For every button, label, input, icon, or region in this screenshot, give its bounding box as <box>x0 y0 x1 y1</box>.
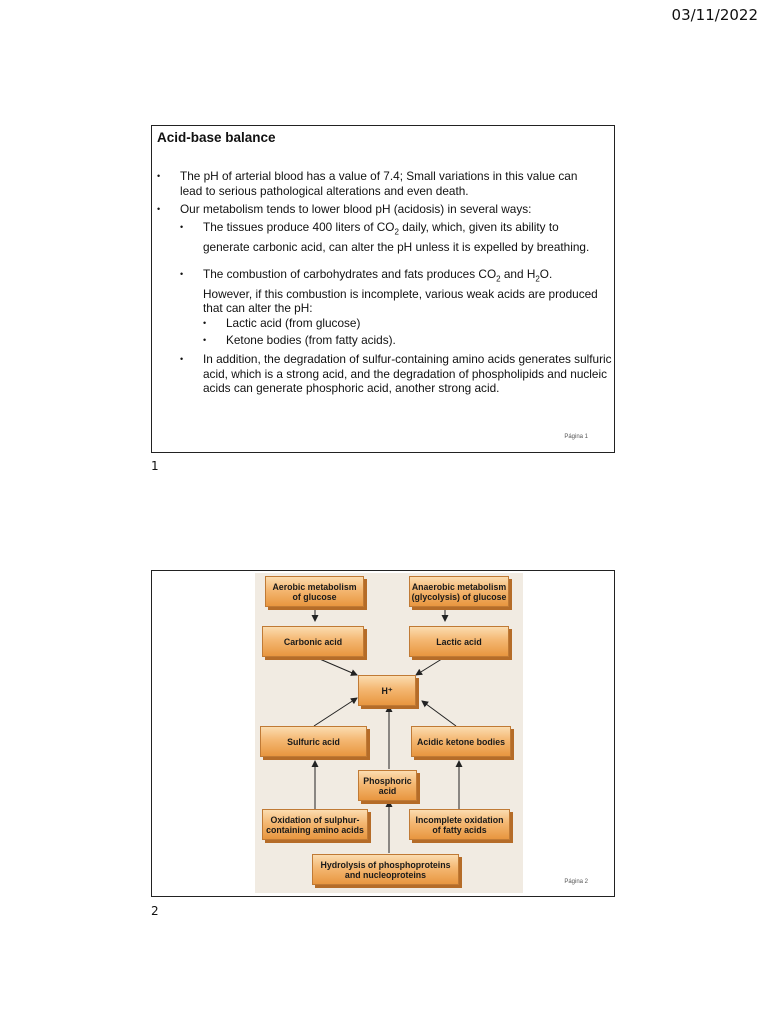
box-oxidation-sulphur-amino-acids: Oxidation of sulphur- containing amino acids <box>262 809 368 840</box>
bullet-text: The pH of arterial blood has a value of 7.4; Small variations in this value can lead to serious pathological alterations and even death. <box>180 169 578 198</box>
box-aerobic-metabolism: Aerobic metabolism of glucose <box>265 576 364 607</box>
slide-1 <box>151 125 615 453</box>
bullet-dot: • <box>157 171 161 181</box>
diagram-arrows <box>152 571 616 898</box>
bullet-text: Lactic acid (from glucose) <box>226 316 361 330</box>
bullet-dot: • <box>180 222 184 232</box>
bullet-dot: • <box>203 335 207 345</box>
document-date: 03/11/2022 <box>671 6 758 24</box>
bullet-dot: • <box>180 354 184 364</box>
box-carbonic-acid: Carbonic acid <box>262 626 364 657</box>
bullet-co2-production <box>180 220 599 254</box>
bullet-text: In addition, the degradation of sulfur-containing amino acids generates sulfuric acid, which is a strong acid, and the degradation of phospholipids and nucleic acids can generate phosphoric acid, another strong acid. <box>203 352 612 395</box>
bullet-sulfur-amino-acids <box>180 352 613 396</box>
box-phosphoric-acid: Phosphoric acid <box>358 770 417 801</box>
box-hydrolysis: Hydrolysis of phosphoproteins and nucleoproteins <box>312 854 459 885</box>
bullet-text: Our metabolism tends to lower blood pH (acidosis) in several ways: <box>180 202 532 216</box>
page-label: Página 2 <box>564 879 588 885</box>
arrow-carbonic-to-h <box>315 657 357 675</box>
bullet-blood-ph <box>157 169 600 198</box>
bullet-ketone-bodies <box>203 333 596 348</box>
bullet-metabolism <box>157 202 600 217</box>
arrow-ketone-to-h <box>422 701 456 726</box>
bullet-dot: • <box>180 269 184 279</box>
slide-2 <box>151 570 615 897</box>
bullet-text: The combustion of carbohydrates and fats produces $CO_2$ and $H_2O$. However, if this combustion is incomplete, various weak acids are produced that can alter the pH: <box>203 267 598 316</box>
bullet-text: Ketone bodies (from fatty acids). <box>226 333 396 347</box>
box-lactic-acid: Lactic acid <box>409 626 509 657</box>
bullet-text: The tissues produce 400 liters of $CO_2$ daily, which, given its ability to generate carbonic acid, can alter the pH unless it is expelled by breathing. <box>203 220 590 254</box>
arrow-sulfuric-to-h <box>314 698 357 726</box>
box-sulfuric-acid: Sulfuric acid <box>260 726 367 757</box>
box-acidic-ketone-bodies: Acidic ketone bodies <box>411 726 511 757</box>
arrow-lactic-to-h <box>416 657 445 675</box>
slide-title: Acid-base balance <box>157 130 276 145</box>
box-incomplete-oxidation-fatty-acids: Incomplete oxidation of fatty acids <box>409 809 510 840</box>
slide-number: 1 <box>151 459 159 473</box>
bullet-dot: • <box>157 204 161 214</box>
bullet-dot: • <box>203 318 207 328</box>
box-anaerobic-metabolism: Anaerobic metabolism (glycolysis) of glucose <box>409 576 509 607</box>
page-label: Página 1 <box>564 434 588 440</box>
slide-number: 2 <box>151 904 159 918</box>
bullet-combustion <box>180 267 599 316</box>
box-h-plus: H⁺ <box>358 675 416 706</box>
bullet-lactic-acid <box>203 316 596 331</box>
